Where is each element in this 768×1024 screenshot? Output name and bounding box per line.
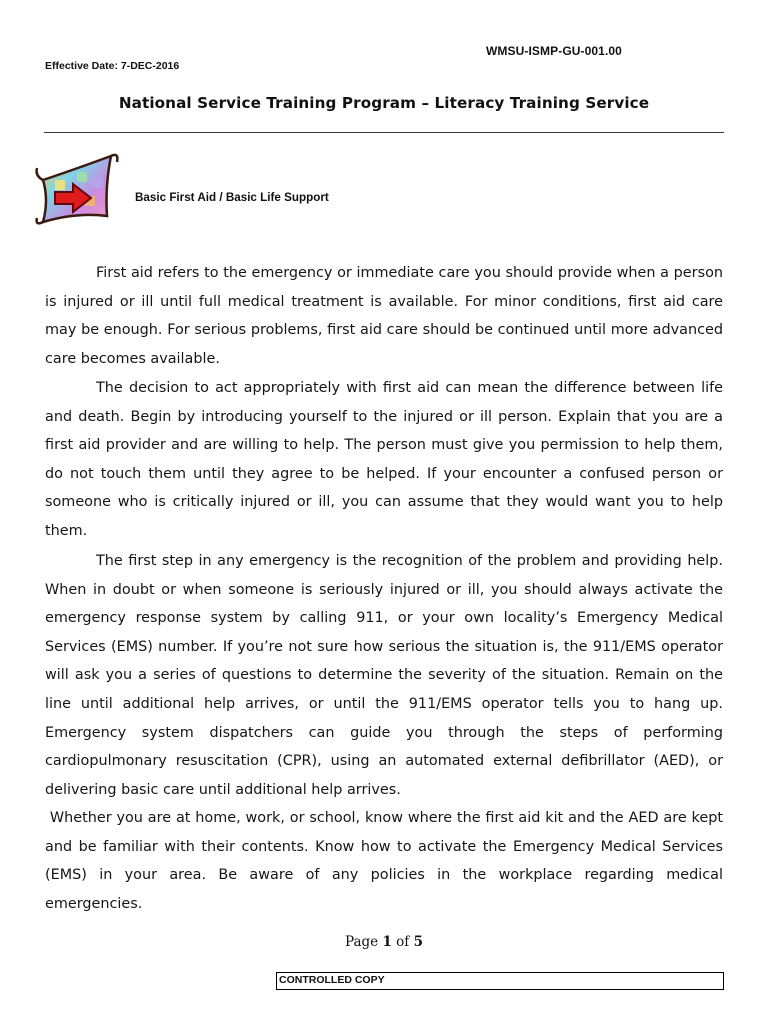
body-paragraph-4 xyxy=(45,804,728,918)
section-title: Basic First Aid / Basic Life Support xyxy=(135,190,329,204)
paragraph-text: First aid refers to the emergency or immediate care you should provide when a person is injured or ill until full medical treatment is available. For minor conditions, first aid care may be enough. For serious problems, first aid care should be continued until more advanced care becomes available. xyxy=(45,265,723,367)
body-paragraph-1 xyxy=(45,259,723,373)
page-of: of xyxy=(396,934,410,950)
controlled-copy-label: CONTROLLED COPY xyxy=(279,974,385,986)
paragraph-text: Whether you are at home, work, or school, know where the first aid kit and the AED are kept and be familiar with their contents. Know how to activate the Emergency Medical Services (EMS) in your area. Be aware of any policies in the workplace regarding medical emergencies. xyxy=(45,810,728,912)
body-paragraph-2 xyxy=(45,374,723,546)
program-title: National Service Training Program – Literacy Training Service xyxy=(118,94,650,112)
paragraph-text: The decision to act appropriately with first aid can mean the difference between life and death. Begin by introducing yourself to the injured or ill person. Explain that you are a first aid provider and are willing to help. The person must give you permission to help them, do not touch them until they agree to be helped. If your encounter a confused person or someone who is critically injured or ill, you can assume that they would want you to help them. xyxy=(45,380,723,539)
controlled-copy-box xyxy=(276,972,724,990)
body-paragraph-3 xyxy=(45,547,723,804)
page-current: 1 xyxy=(382,934,392,950)
header-divider xyxy=(44,132,724,133)
arrow-banner-icon xyxy=(33,150,123,230)
page-number xyxy=(0,934,768,950)
paragraph-text: The first step in any emergency is the recognition of the problem and providing help. When in doubt or when someone is seriously injured or ill, you should always activate the emergency response system by calling 911, or your own locality’s Emergency Medical Services (EMS) number. If you’re not sure how serious the situation is, the 911/EMS operator will ask you a series of questions to determine the severity of the situation. Remain on the line until additional help arrives, or until the 911/EMS operator tells you to hang up. Emergency system dispatchers can guide you through the steps of performing cardiopulmonary resuscitation (CPR), using an automated external defibrillator (AED), or delivering basic care until additional help arrives. xyxy=(45,553,723,798)
page-total: 5 xyxy=(413,934,423,950)
page-word: Page xyxy=(345,934,379,950)
effective-date: Effective Date: 7-DEC-2016 xyxy=(45,60,180,72)
document-code: WMSU-ISMP-GU-001.00 xyxy=(486,44,622,58)
